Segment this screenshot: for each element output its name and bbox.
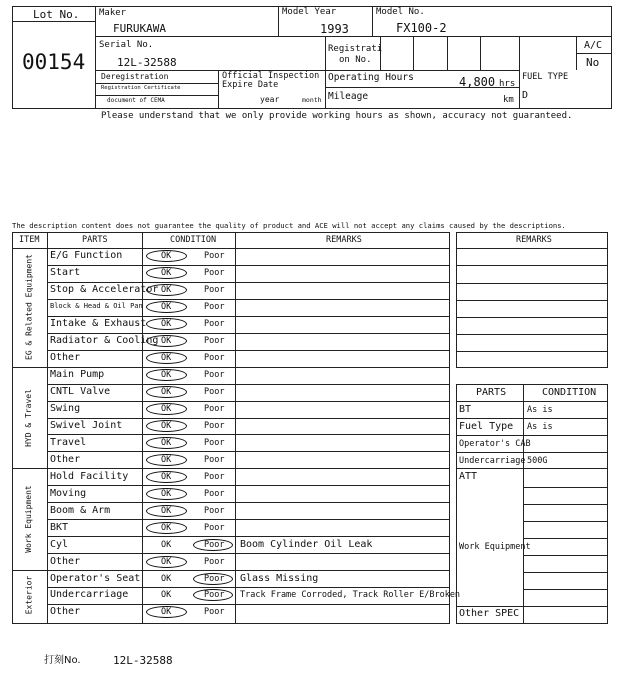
model-year-label: Model Year [282, 7, 337, 17]
part-label: Block & Head & Oil Pan [50, 302, 143, 310]
model-year-value: 1993 [320, 22, 349, 36]
poor-option: Poor [204, 607, 225, 617]
part-label: Hold Facility [50, 471, 129, 482]
part-label: Moving [50, 488, 87, 499]
ok-option: OK [161, 506, 172, 516]
ok-selected-mark [146, 250, 187, 262]
disclaimer: The description content does not guarantee the quality of product and ACE will not accept any claims caused by the descriptions. [12, 221, 566, 230]
poor-option: Poor [204, 523, 225, 533]
fuel-type-label: FUEL TYPE [522, 72, 569, 82]
group-label: Work Equipment [24, 485, 33, 553]
ok-option: OK [161, 455, 172, 465]
poor-selected-mark [193, 589, 233, 601]
ok-selected-mark [146, 386, 187, 398]
poor-option: Poor [204, 285, 225, 295]
dereg-line3: document of CEMA [107, 97, 165, 104]
poor-option: Poor [204, 353, 225, 363]
ok-option: OK [161, 336, 172, 346]
ok-option: OK [161, 574, 172, 584]
poor-option: Poor [204, 540, 225, 550]
poor-option: Poor [204, 319, 225, 329]
ok-selected-mark [146, 488, 187, 500]
poor-option: Poor [204, 370, 225, 380]
registration-label-2: on No. [339, 55, 372, 65]
remark-text: Glass Missing [240, 573, 319, 584]
dereg-line2: Registration Certificate [101, 85, 181, 91]
poor-option: Poor [204, 574, 225, 584]
panel-condition-value: As is [527, 405, 553, 415]
maker-value: FURUKAWA [113, 22, 166, 35]
ok-option: OK [161, 268, 172, 278]
poor-option: Poor [204, 438, 225, 448]
poor-option: Poor [204, 557, 225, 567]
ok-selected-mark [146, 403, 187, 415]
part-label: Cyl [50, 539, 69, 550]
part-label: Other [50, 454, 81, 465]
ok-option: OK [161, 319, 172, 329]
ok-option: OK [161, 370, 172, 380]
part-label: Intake & Exhaust [50, 318, 147, 329]
header-remarks: REMARKS [326, 235, 362, 245]
poor-option: Poor [204, 506, 225, 516]
poor-option: Poor [204, 404, 225, 414]
ok-option: OK [161, 557, 172, 567]
part-label: Travel [50, 437, 87, 448]
ok-selected-mark [146, 267, 187, 279]
panel-att-label: ATT [459, 471, 478, 482]
stamp-label: 打刻No. [44, 655, 81, 666]
group-label: HYD & Travel [24, 389, 33, 447]
ok-option: OK [161, 540, 172, 550]
year-label: year [260, 95, 280, 104]
group-label: EG & Related Equipment [24, 254, 34, 360]
hrs-label: hrs [499, 79, 516, 89]
ok-option: OK [161, 404, 172, 414]
ok-selected-mark [146, 437, 187, 449]
poor-option: Poor [204, 251, 225, 261]
lot-label: Lot No. [33, 8, 80, 21]
panel-part-label: Fuel Type [459, 421, 514, 432]
part-label: Radiator & Cooling [50, 335, 159, 346]
operating-hours-value: 4,800 [459, 75, 496, 89]
ok-option: OK [161, 387, 172, 397]
serial-label: Serial No. [99, 40, 154, 50]
maker-label: Maker [99, 8, 127, 18]
inspection-label: Official Inspection [222, 71, 320, 81]
part-label: Main Pump [50, 369, 105, 380]
ok-selected-mark [146, 522, 187, 534]
ok-option: OK [161, 590, 172, 600]
poor-selected-mark [193, 573, 233, 585]
serial-value: 12L-32588 [117, 56, 177, 69]
part-label: Start [50, 267, 81, 278]
ok-selected-mark [146, 471, 187, 483]
ok-option: OK [161, 353, 172, 363]
poor-option: Poor [204, 387, 225, 397]
part-label: BKT [50, 522, 69, 533]
ok-option: OK [161, 421, 172, 431]
part-label: Swivel Joint [50, 420, 123, 431]
panel-work-equipment-label: Work Equipment [459, 542, 531, 552]
group-label: Exterior [24, 575, 34, 615]
model-no-label: Model No. [376, 7, 425, 17]
ok-selected-mark [146, 505, 187, 517]
lot-number: 00154 [22, 50, 86, 74]
ok-selected-mark [146, 335, 187, 347]
panel-condition-value: 500G [527, 456, 548, 466]
part-label: Boom & Arm [50, 505, 111, 516]
part-label: Operator's Seat [50, 573, 141, 584]
ok-selected-mark [146, 420, 187, 432]
panel-part-label: Operator's CAB [459, 439, 531, 449]
part-label: Swing [50, 403, 81, 414]
poor-option: Poor [204, 489, 225, 499]
part-label: CNTL Valve [50, 386, 111, 397]
ok-selected-mark [146, 318, 187, 330]
remarks-panel-header: REMARKS [516, 235, 552, 245]
ok-option: OK [161, 251, 172, 261]
mileage-label: Mileage [328, 91, 369, 102]
panel-part-label: BT [459, 404, 472, 415]
ok-option: OK [161, 489, 172, 499]
panel-parts-header: PARTS [476, 387, 507, 398]
ok-option: OK [161, 472, 172, 482]
poor-option: Poor [204, 421, 225, 431]
remark-text: Boom Cylinder Oil Leak [240, 539, 373, 550]
poor-option: Poor [204, 336, 225, 346]
ok-selected-mark [146, 352, 187, 364]
ok-selected-mark [146, 454, 187, 466]
hours-notice: Please understand that we only provide working hours as shown, accuracy not guaranteed. [101, 111, 573, 121]
inspection-label-2: Expire Date [222, 80, 279, 90]
ok-option: OK [161, 302, 172, 312]
panel-condition-value: As is [527, 422, 553, 432]
remark-text: Track Frame Corroded, Track Roller E/Broken [240, 590, 461, 600]
header-item: ITEM [19, 235, 40, 245]
ok-option: OK [161, 607, 172, 617]
ok-option: OK [161, 438, 172, 448]
km-label: km [503, 95, 514, 105]
registration-label-1: Registrati [328, 44, 383, 54]
poor-selected-mark [193, 539, 233, 551]
ok-selected-mark [146, 556, 187, 568]
stamp-value: 12L-32588 [113, 654, 173, 667]
panel-condition-header: CONDITION [542, 387, 597, 398]
part-label: Other [50, 606, 81, 617]
header-parts: PARTS [82, 235, 108, 245]
ac-label: A/C [584, 40, 603, 51]
header-condition: CONDITION [170, 235, 217, 245]
poor-option: Poor [204, 268, 225, 278]
ok-selected-mark [146, 606, 187, 618]
poor-option: Poor [204, 472, 225, 482]
month-label: month [302, 96, 322, 104]
ok-selected-mark [146, 369, 187, 381]
ac-value: No [586, 56, 600, 69]
operating-hours-label: Operating Hours [328, 72, 414, 83]
dereg-label: Deregistration [101, 72, 169, 81]
part-label: Other [50, 352, 81, 363]
part-label: E/G Function [50, 250, 123, 261]
model-no-value: FX100-2 [396, 21, 447, 35]
panel-other-spec-label: Other SPEC [459, 608, 520, 619]
ok-option: OK [161, 523, 172, 533]
part-label: Undercarriage [50, 589, 129, 600]
poor-option: Poor [204, 455, 225, 465]
part-label: Stop & Accelerator [50, 284, 159, 295]
ok-selected-mark [146, 284, 187, 296]
panel-part-label: Undercarriage [459, 456, 526, 466]
poor-option: Poor [204, 590, 225, 600]
poor-option: Poor [204, 302, 225, 312]
fuel-type-value: D [522, 90, 529, 101]
ok-selected-mark [146, 301, 187, 313]
ok-option: OK [161, 285, 172, 295]
part-label: Other [50, 556, 81, 567]
